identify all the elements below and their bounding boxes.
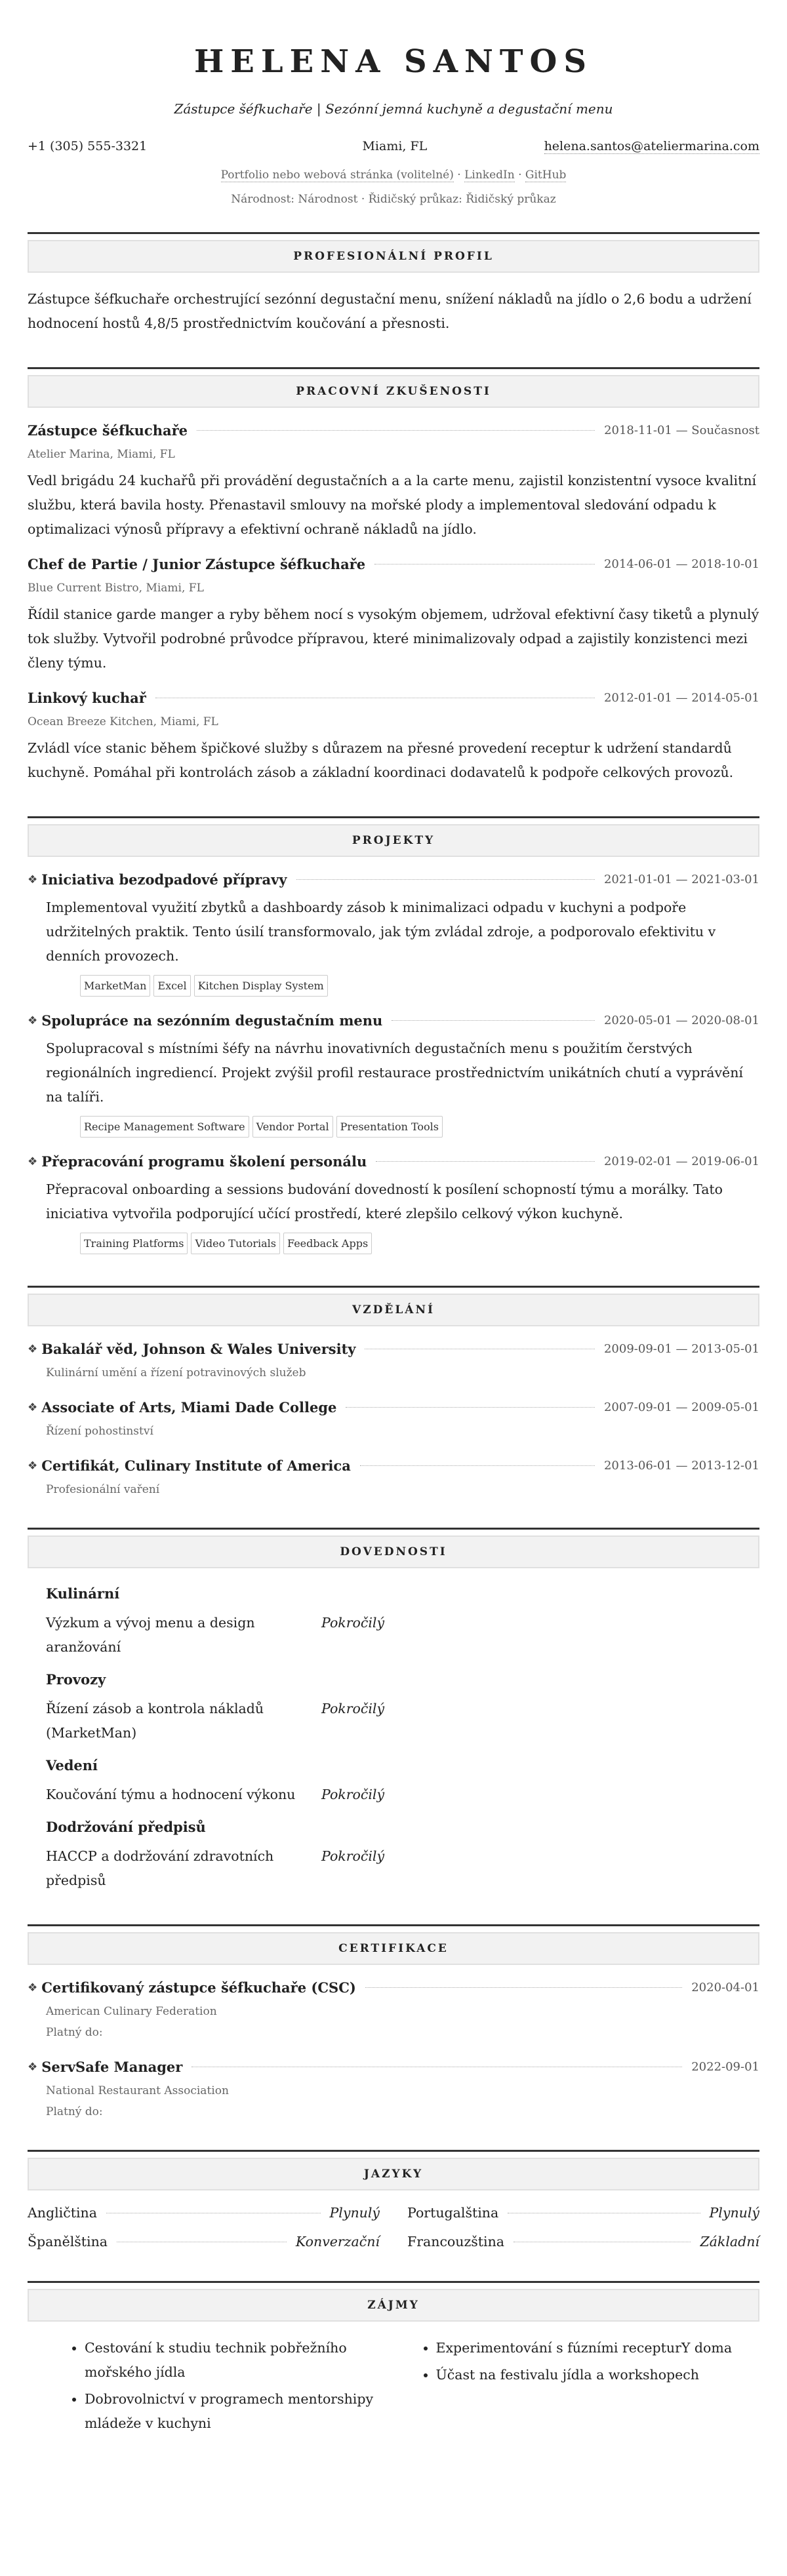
section-divider: [28, 1528, 759, 1530]
project-title: Spolupráce na sezónním degustačním menu: [41, 1012, 383, 1029]
education-entry: [28, 1457, 759, 1496]
skill-level: Pokročilý: [321, 1787, 385, 1802]
skill-group: [28, 1585, 759, 1659]
certification-valid-until: Platný do:: [46, 2026, 103, 2039]
tag-list: [28, 975, 759, 997]
skill-name: Výzkum a vývoj menu a design aranžování: [46, 1615, 255, 1655]
diamond-bullet-icon: ❖: [28, 1400, 38, 1414]
section-skills: [28, 1528, 759, 1893]
diamond-bullet-icon: ❖: [28, 1459, 38, 1473]
skill-category: Dodržování předpisů: [46, 1819, 206, 1835]
project-entry: [28, 871, 759, 997]
education-dates: 2007-09-01 — 2009-05-01: [603, 1400, 759, 1414]
certification-entry: [28, 2059, 759, 2118]
skill-category: Provozy: [46, 1671, 106, 1688]
certification-issuer: National Restaurant Association: [46, 2084, 229, 2097]
skill-name: Koučování týmu a hodnocení výkonu: [46, 1787, 296, 1802]
job-title: Chef de Partie / Junior Zástupce šéfkuchaře: [28, 556, 366, 572]
tech-tag: Video Tutorials: [191, 1233, 280, 1254]
project-description: Implementoval využití zbytků a dashboardy zásob k minimalizaci odpadu v kuchyni a podpoře udržitelných praktik. Tento úsilí transformovalo, jak tým zvládal zdroje, a podporovalo efektivitu v denních provozech.: [46, 900, 716, 964]
skill-name: HACCP a dodržování zdravotních předpisů: [46, 1848, 274, 1888]
skill-group: [28, 1819, 759, 1893]
certification-date: 2020-04-01: [691, 1981, 759, 1994]
diamond-bullet-icon: ❖: [28, 1155, 38, 1168]
skill-level: Pokročilý: [321, 1615, 385, 1631]
diamond-bullet-icon: ❖: [28, 1014, 38, 1027]
project-title: Přepracování programu školení personálu: [41, 1153, 367, 1170]
section-profile: [28, 232, 759, 336]
location: Miami, FL: [362, 139, 428, 153]
project-dates: 2019-02-01 — 2019-06-01: [603, 1155, 759, 1168]
skill-category: Vedení: [46, 1757, 98, 1773]
candidate-headline: Zástupce šéfkuchaře | Sezónní jemná kuchyně a degustační menu: [174, 101, 613, 117]
diamond-bullet-icon: ❖: [28, 873, 38, 886]
skill-group: [28, 1671, 759, 1745]
education-dates: 2009-09-01 — 2013-05-01: [603, 1342, 759, 1356]
skill-name: Řízení zásob a kontrola nákladů (MarketMan): [46, 1701, 264, 1741]
project-description: Přepracoval onboarding a sessions budování dovedností k posílení schopností týmu a morálky. Tato iniciativa vytvořila podporující učící prostředí, které zlepšilo celkový výkon kuchyně.: [46, 1181, 723, 1221]
linkedin-link[interactable]: LinkedIn: [464, 168, 515, 182]
section-interests: [28, 2281, 759, 2438]
candidate-name: HELENA SANTOS: [193, 43, 594, 80]
section-divider: [28, 1924, 759, 1926]
field-of-study: Kulinární umění a řízení potravinových služeb: [46, 1366, 306, 1379]
language-item: [28, 2205, 380, 2221]
education-entry: [28, 1341, 759, 1379]
tech-tag: Kitchen Display System: [194, 975, 328, 997]
language-level: Konverzační: [295, 2234, 380, 2249]
separator: ·: [457, 168, 461, 182]
diamond-bullet-icon: ❖: [28, 2060, 38, 2074]
section-heading: PRACOVNÍ ZKUŠENOSTI: [28, 375, 759, 408]
project-dates: 2020-05-01 — 2020-08-01: [603, 1014, 759, 1027]
interest-item: • Účast na festivalu jídla a workshopech: [436, 2363, 760, 2387]
section-divider: [28, 232, 759, 234]
tech-tag: Vendor Portal: [252, 1116, 333, 1138]
job-description: Vedl brigádu 24 kuchařů při provádění degustačních a a la carte menu, zajistil konzistentní vysoce kvalitní službu, která bavila hosty. Přenastavil smlouvy na mořské plody a implementoval sledování odpadu k optimalizaci výnosů přípravy a efektivní ochraně nákladů na jídlo.: [28, 473, 757, 537]
degree-title: Certifikát, Culinary Institute of America: [41, 1457, 351, 1474]
dotted-leader: [360, 1465, 595, 1466]
language-level: Základní: [700, 2234, 759, 2249]
project-title: Iniciativa bezodpadové přípravy: [41, 871, 287, 888]
language-item: [407, 2205, 759, 2221]
education-entry: [28, 1399, 759, 1438]
language-item: [407, 2234, 759, 2249]
section-heading: ZÁJMY: [28, 2289, 759, 2322]
job-description: Zvládl více stanic během špičkové služby s důrazem na přesné provedení receptur k udržení standardů kuchyně. Pomáhal při kontrolách zásob a základní koordinaci dodavatelů k podpoře celkových provozů.: [28, 740, 734, 780]
email-link[interactable]: helena.santos@ateliermarina.com: [544, 139, 759, 153]
section-projects: [28, 816, 759, 1254]
phone: +1 (305) 555-3321: [28, 139, 148, 153]
section-divider: [28, 2150, 759, 2152]
dotted-leader: [374, 564, 595, 565]
diamond-bullet-icon: ❖: [28, 1981, 38, 1994]
section-education: [28, 1286, 759, 1496]
section-heading: PROJEKTY: [28, 824, 759, 857]
company: Atelier Marina, Miami, FL: [28, 448, 175, 461]
degree-title: Associate of Arts, Miami Dade College: [41, 1399, 337, 1416]
company: Ocean Breeze Kitchen, Miami, FL: [28, 715, 218, 728]
language-name: Španělština: [28, 2234, 108, 2249]
section-heading: DOVEDNOSTI: [28, 1536, 759, 1568]
skill-group: [28, 1757, 759, 1807]
language-name: Portugalština: [407, 2205, 499, 2221]
tech-tag: Training Platforms: [80, 1233, 188, 1254]
dotted-leader: [365, 1987, 682, 1988]
section-divider: [28, 2281, 759, 2283]
experience-entry: [28, 690, 759, 785]
certification-date: 2022-09-01: [691, 2060, 759, 2074]
field-of-study: Řízení pohostinství: [46, 1425, 153, 1438]
project-dates: 2021-01-01 — 2021-03-01: [603, 873, 759, 886]
skill-level: Pokročilý: [321, 1701, 385, 1716]
section-heading: VZDĚLÁNÍ: [28, 1294, 759, 1326]
language-name: Francouzština: [407, 2234, 505, 2249]
tech-tag: Recipe Management Software: [80, 1116, 249, 1138]
job-title: Zástupce šéfkuchaře: [28, 422, 188, 439]
personal-meta: Národnost: Národnost · Řidičský průkaz: Řidičský průkaz: [231, 193, 556, 206]
tech-tag: Feedback Apps: [283, 1233, 372, 1254]
degree-title: Bakalář věd, Johnson & Wales University: [41, 1341, 356, 1357]
portfolio-link[interactable]: Portfolio nebo webová stránka (volitelné): [220, 168, 454, 182]
language-item: [28, 2234, 380, 2249]
dotted-leader: [296, 879, 595, 880]
contact-row: [28, 139, 759, 154]
section-divider: [28, 1286, 759, 1288]
dotted-leader: [346, 1407, 595, 1408]
certification-issuer: American Culinary Federation: [46, 2005, 217, 2018]
project-entry: [28, 1012, 759, 1138]
language-level: Plynulý: [329, 2205, 380, 2221]
section-heading: CERTIFIKACE: [28, 1932, 759, 1965]
diamond-bullet-icon: ❖: [28, 1342, 38, 1356]
interest-column-right: [422, 2336, 760, 2438]
tag-list: [28, 1233, 759, 1254]
language-level: Plynulý: [709, 2205, 759, 2221]
company: Blue Current Bistro, Miami, FL: [28, 582, 204, 595]
language-name: Angličtina: [28, 2205, 97, 2221]
tech-tag: Presentation Tools: [336, 1116, 443, 1138]
dotted-leader: [197, 430, 595, 431]
interest-item: • Experimentování s fúzními recepturY doma: [436, 2336, 760, 2360]
section-experience: [28, 367, 759, 785]
interest-column-left: [70, 2336, 409, 2438]
tech-tag: Excel: [153, 975, 190, 997]
project-description: Spolupracoval s místními šéfy na návrhu inovativních degustačních menu s použitím čerstvých regionálních ingrediencí. Projekt zvýšil profil restaurace prostřednictvím unikátních chutí a vyprávění na talíři.: [46, 1040, 743, 1105]
job-title: Linkový kuchař: [28, 690, 146, 706]
certification-title: Certifikovaný zástupce šéfkuchaře (CSC): [41, 1979, 356, 1996]
tag-list: [28, 1116, 759, 1138]
links-row: [28, 168, 759, 182]
profile-summary: Zástupce šéfkuchaře orchestrující sezónní degustační menu, snížení nákladů na jídlo o 2,6 bodu a udržení hodnocení hostů 4,8/5 prostřednictvím koučování a přesnosti.: [28, 291, 752, 331]
section-divider: [28, 816, 759, 818]
job-dates: 2014-06-01 — 2018-10-01: [603, 557, 759, 571]
project-entry: [28, 1153, 759, 1254]
job-dates: 2012-01-01 — 2014-05-01: [603, 691, 759, 705]
resume-header: [28, 0, 759, 206]
education-dates: 2013-06-01 — 2013-12-01: [603, 1459, 759, 1473]
skill-category: Kulinární: [46, 1585, 120, 1602]
skill-level: Pokročilý: [321, 1848, 385, 1864]
github-link[interactable]: GitHub: [525, 168, 567, 182]
certification-title: ServSafe Manager: [41, 2059, 183, 2075]
experience-entry: [28, 422, 759, 542]
field-of-study: Profesionální vaření: [46, 1483, 160, 1496]
section-certifications: [28, 1924, 759, 2118]
section-heading: PROFESIONÁLNÍ PROFIL: [28, 240, 759, 273]
section-heading: JAZYKY: [28, 2158, 759, 2190]
job-description: Řídil stanice garde manger a ryby během nocí s vysokým objemem, udržoval efektivní časy tiketů a plynulý tok služby. Vytvořil podrobné průvodce přípravou, které minimalizovaly odpad a zajistily konzistenci mezi členy týmu.: [28, 606, 759, 671]
interest-item: • Dobrovolnictví v programech mentorshipy mládeže v kuchyni: [85, 2387, 409, 2436]
tech-tag: MarketMan: [80, 975, 150, 997]
section-languages: [28, 2150, 759, 2249]
dotted-leader: [376, 1161, 595, 1162]
separator: ·: [518, 168, 522, 182]
language-list: [28, 2205, 759, 2249]
section-divider: [28, 367, 759, 369]
interest-list: [28, 2336, 759, 2438]
interest-item: • Cestování k studiu technik pobřežního mořského jídla: [85, 2336, 409, 2385]
certification-entry: [28, 1979, 759, 2039]
dotted-leader: [392, 1020, 595, 1021]
job-dates: 2018-11-01 — Současnost: [604, 424, 759, 437]
certification-valid-until: Platný do:: [46, 2105, 103, 2118]
experience-entry: [28, 556, 759, 675]
